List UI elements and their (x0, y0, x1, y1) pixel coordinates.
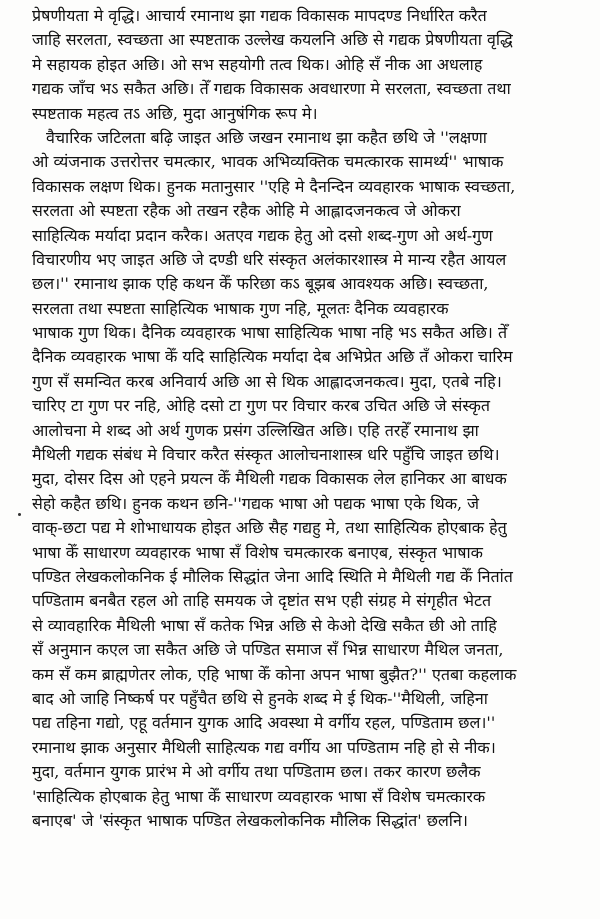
text-line: वाक्-छटा पद्य मे शोभाधायक होइत अछि सैह गद्यहु मे, तथा साहित्यिक होएबाक हेतु (32, 518, 507, 538)
paragraph-1 (32, 4, 582, 126)
text-line: कम सँ कम ब्राह्मणेतर लोक, एहि भाषा केँ कोना अपन भाषा बुझैत?'' एतबा कहलाक (32, 664, 517, 684)
text-line: आलोचना मे शब्द ओ अर्थ गुणक प्रसंग उल्लिखित अछि। एहि तरहेँ रमानाथ झा (32, 420, 479, 440)
text-line: मे सहायक होइत अछि। ओ सभ सहयोगी तत्व थिक। ओहि सँ नीक आ अधलाह (32, 54, 483, 74)
text-line: सरलता ओ स्पष्टता रहैक ओ तखन रहैक ओहि मे आह्लादजनकत्व जे ओकरा (32, 201, 461, 221)
text-line: पद्य तहिना गद्यो, एहू वर्तमान युगक आदि अवस्था मे वर्गीय रहल, पण्डिताम छल।'' (32, 713, 496, 733)
scan-speck (18, 513, 21, 516)
text-line: पण्डिताम बनबैत रहल ओ ताहि समयक जे दृष्टांत सभ एही संग्रह मे संगृहीत भेटत (32, 591, 492, 611)
text-line: गद्यक जाँच भऽ सकैत अछि। तेँ गद्यक विकासक अवधारणा मे सरलता, स्वच्छता तथा (32, 79, 511, 99)
paragraph-2 (32, 126, 582, 833)
text-line: सेहो कहैत छथि। हुनक कथन छनि-''गद्यक भाषा ओ पद्यक भाषा एके थिक, जे (32, 493, 480, 513)
text-line: स्पष्टताक महत्व तऽ अछि, मुदा आनुषंगिक रूप मे। (32, 103, 318, 123)
text-line: बाद ओ जाहि निष्कर्ष पर पहुँचैत छथि से हुनके शब्द मे ई थिक-''मैथिली, जहिना (32, 688, 488, 708)
text-line: भाषा केँ साधारण व्यवहारक भाषा सँ विशेष चमत्कारक बनाएब, संस्कृत भाषाक (32, 542, 483, 562)
text-line: विकासक लक्षण थिक। हुनक मतानुसार ''एहि मे दैनन्दिन व्यवहारक भाषाक स्वच्छता, (32, 176, 516, 196)
text-line: रमानाथ झाक अनुसार मैथिली साहित्यक गद्य वर्गीय आ पण्डिताम नहि हो से नीक। (32, 737, 496, 757)
text-line: प्रेषणीयता मे वृद्धि। आचार्य रमानाथ झा गद्यक विकासक मापदण्ड निर्धारित करैत (32, 6, 487, 25)
text-line: मैथिली गद्यक संबंध मे विचार करैत संस्कृत आलोचनाशास्त्र धरि पहुँचि जाइत छथि। (32, 445, 500, 465)
text-line: छल।'' रमानाथ झाक एहि कथन केँ फरिछा कऽ बूझब आवश्यक अछि। स्वच्छता, (32, 274, 489, 294)
text-line: सँ अनुमान कएल जा सकैत अछि जे पण्डित समाज सँ भिन्न साधारण मैथिल जनता, (32, 640, 504, 660)
text-line: जाहि सरलता, स्वच्छता आ स्पष्टताक उल्लेख कयलनि अछि से गद्यक प्रेषणीयता वृद्धि (32, 30, 513, 50)
text-line: 'साहित्यिक होएबाक हेतु भाषा केँ साधारण व्यवहारक भाषा सँ विशेष चमत्कारक (32, 786, 486, 806)
text-line: मुदा, दोसर दिस ओ एहने प्रयत्न केँ मैथिली गद्यक विकासक लेल हानिकर आ बाधक (32, 469, 507, 489)
text-line: विचारणीय भए जाइत अछि जे दण्डी धरि संस्कृत अलंकारशास्त्र मे मान्य रहैत आयल (32, 249, 507, 269)
text-line: से व्यावहारिक मैथिली भाषा सँ कतेक भिन्न अछि से केओ देखि सकैत छी ओ ताहि (32, 615, 497, 635)
text-line: बनाएब' जे 'संस्कृत भाषाक पण्डित लेखकलोकनिक मौलिक सिद्धांत' छलनि। (32, 810, 468, 830)
text-line: साहित्यिक मर्यादा प्रदान करैक। अतएव गद्यक हेतु ओ दसो शब्द-गुण ओ अर्थ-गुण (32, 225, 493, 245)
text-line: चारिए टा गुण पर नहि, ओहि दसो टा गुण पर विचार करब उचित अछि जे संस्कृत (32, 396, 490, 416)
text-line: गुण सँ समन्वित करब अनिवार्य अछि आ से थिक आह्लादजनकत्व। मुदा, एतबे नहि। (32, 371, 502, 391)
text-line: दैनिक व्यवहारक भाषा केँ यदि साहित्यिक मर्यादा देब अभिप्रेत अछि तँ ओकरा चारिम (32, 347, 513, 367)
text-line: वैचारिक जटिलता बढ़ि जाइत अछि जखन रमानाथ झा कहैत छथि जे ''लक्षणा (46, 127, 487, 147)
body-text (32, 4, 582, 833)
text-line: ओ व्यंजनाक उत्तरोत्तर चमत्कार, भावक अभिव्यक्तिक चमत्कारक सामर्थ्य'' भाषाक (32, 152, 504, 172)
text-line: भाषाक गुण थिक। दैनिक व्यवहारक भाषा साहित्यिक भाषा नहि भऽ सकैत अछि। तेँ (32, 323, 508, 343)
text-line: सरलता तथा स्पष्टता साहित्यिक भाषाक गुण नहि, मूलतः दैनिक व्यवहारक (32, 298, 449, 318)
text-line: पण्डित लेखकलोकनिक ई मौलिक सिद्धांत जेना आदि स्थिति मे मैथिली गद्य केँ नितांत (32, 566, 513, 586)
text-line: मुदा, वर्तमान युगक प्रारंभ मे ओ वर्गीय तथा पण्डिताम छल। तकर कारण छलैक (32, 762, 481, 782)
